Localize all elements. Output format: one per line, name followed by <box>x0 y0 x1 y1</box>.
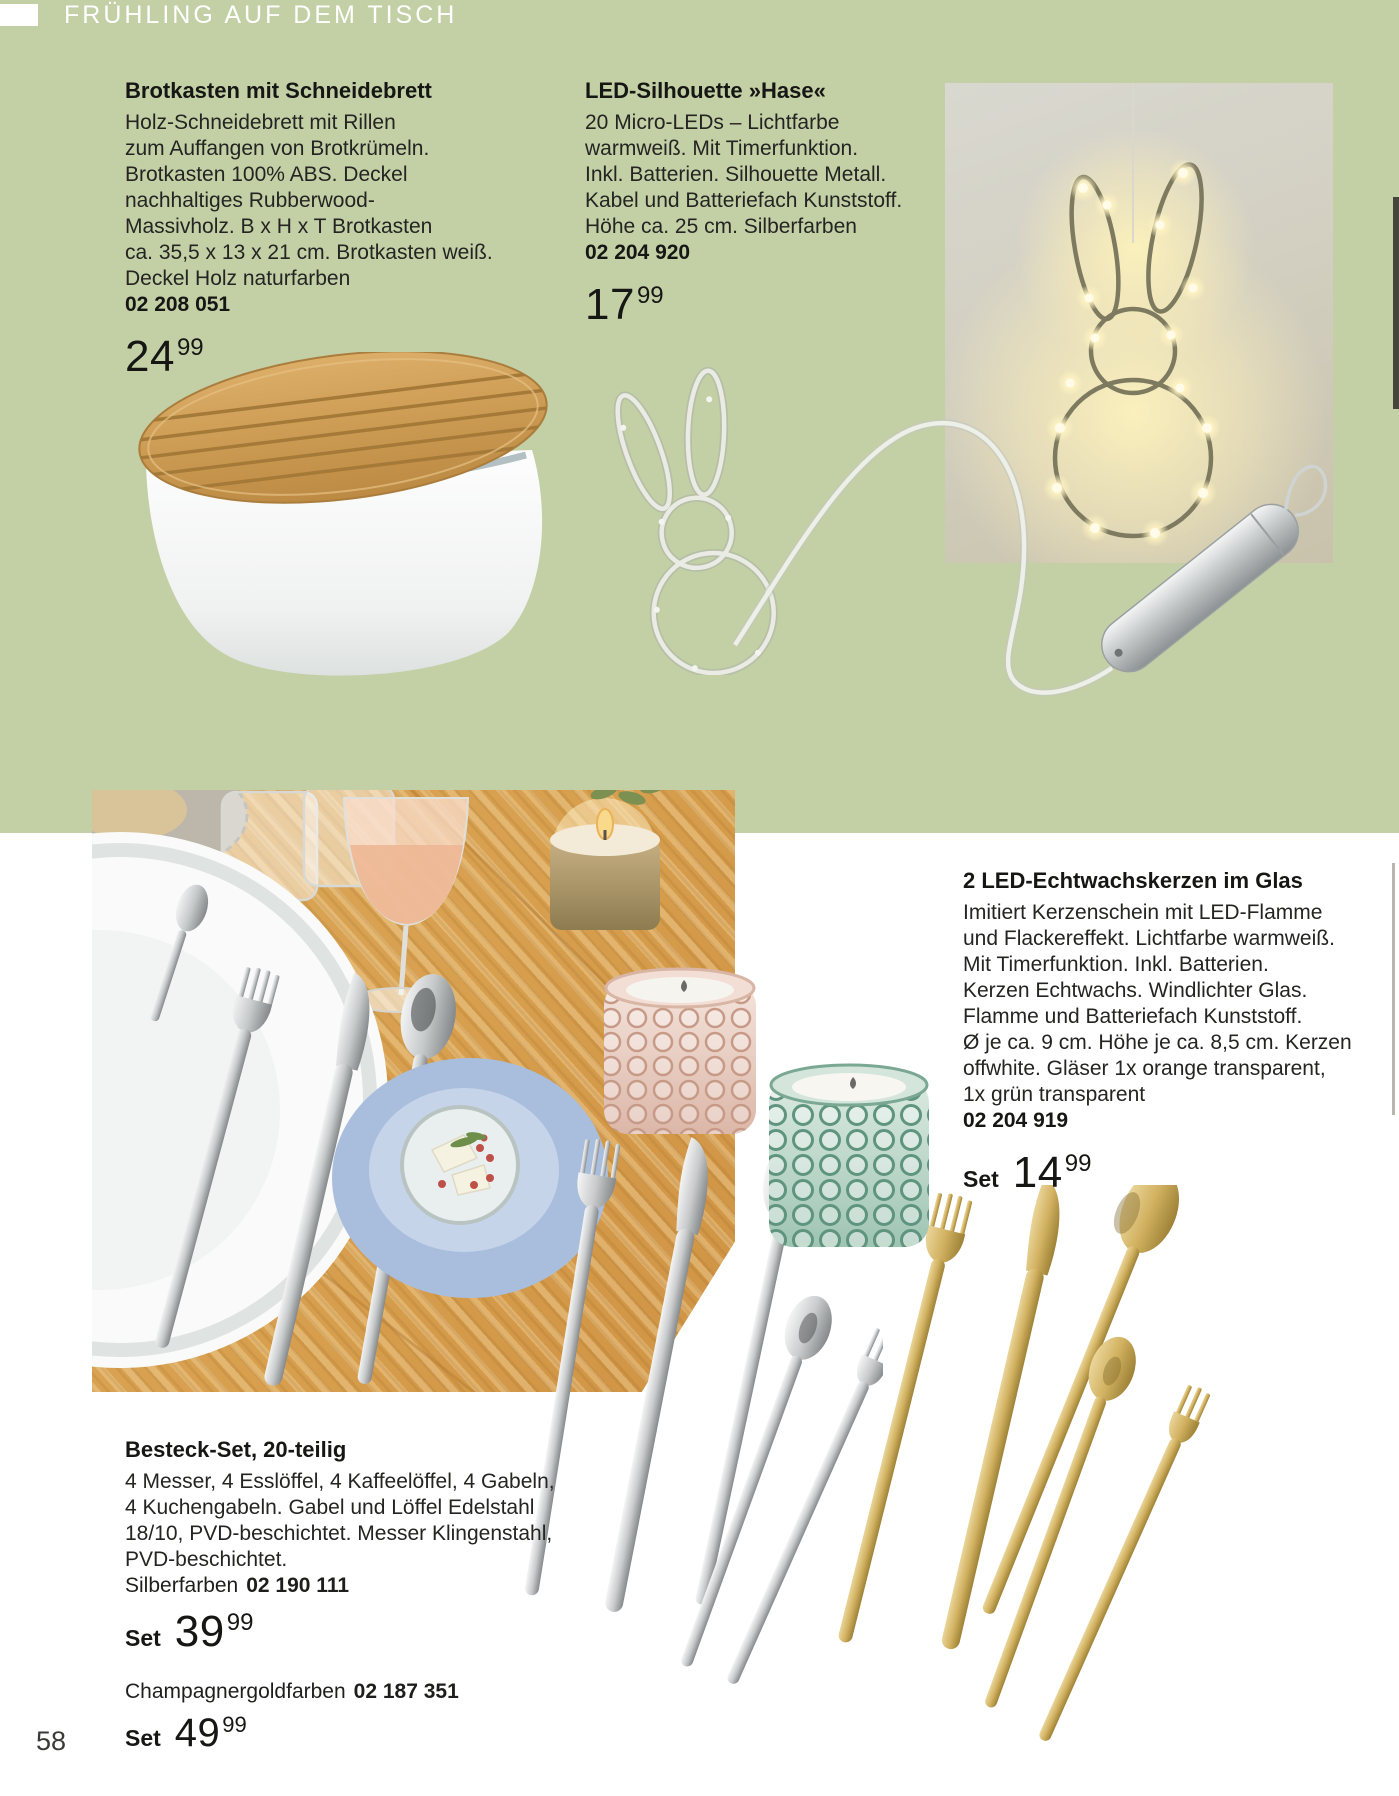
led-rabbit-wall-photo <box>945 83 1333 563</box>
variant-gold <box>125 1679 595 1705</box>
product-description <box>125 1469 595 1573</box>
description-line: Höhe ca. 25 cm. Silberfarben <box>585 215 857 238</box>
description-line: Kabel und Batteriefach Kunststoff. <box>585 189 903 212</box>
led-rabbit-glow-graphic <box>945 83 1333 563</box>
description-line: Flamme und Batteriefach Kunststoff. <box>963 1005 1303 1028</box>
description-line: Deckel Holz naturfarben <box>125 267 351 290</box>
page-title: FRÜHLING AUF DEM TISCH <box>64 1 458 29</box>
header-white-square <box>0 4 38 26</box>
product-block-besteck <box>125 1437 595 1756</box>
description-line: und Flackereffekt. Lichtfarbe warmweiß. <box>963 927 1335 950</box>
product-title: Brotkasten mit Schneidebrett <box>125 78 432 103</box>
product-block-brotkasten <box>125 78 545 382</box>
description-line: Brotkasten 100% ABS. Deckel <box>125 163 408 186</box>
description-line: warmweiß. Mit Timerfunktion. <box>585 137 859 160</box>
price-prefix: Set <box>125 1625 161 1651</box>
price <box>963 1148 1383 1198</box>
product-description <box>125 110 545 292</box>
description-line: Kerzen Echtwachs. Windlichter Glas. <box>963 979 1308 1002</box>
description-line: Mit Timerfunktion. Inkl. Batterien. <box>963 953 1269 976</box>
description-line: zum Auffangen von Brotkrümeln. <box>125 137 430 160</box>
price <box>125 332 545 382</box>
description-line: ca. 35,5 x 13 x 21 cm. Brotkasten weiß. <box>125 241 493 264</box>
price-amount: 17 <box>585 280 635 329</box>
price-cents: 99 <box>176 334 204 361</box>
price-cents: 99 <box>636 282 664 309</box>
candle-glass-green-product-image <box>763 1053 939 1261</box>
description-line: 1x grün transparent <box>963 1083 1146 1106</box>
price-cents: 99 <box>1064 1150 1092 1177</box>
price-prefix: Set <box>125 1725 161 1751</box>
page-number: 58 <box>36 1726 67 1756</box>
bread-box-product-image <box>128 352 578 712</box>
article-number: 02 204 920 <box>585 241 691 264</box>
product-description <box>963 900 1383 1108</box>
price-amount: 49 <box>174 1711 221 1755</box>
product-description <box>585 110 945 240</box>
price <box>125 1711 595 1756</box>
price-cents: 99 <box>222 1712 247 1737</box>
product-title: LED-Silhouette »Hase« <box>585 78 826 103</box>
description-line: Ø je ca. 9 cm. Höhe je ca. 8,5 cm. Kerzen <box>963 1031 1352 1054</box>
product-block-echtwachskerzen <box>963 868 1383 1198</box>
product-title: 2 LED-Echtwachskerzen im Glas <box>963 868 1303 893</box>
candle-glass-orange-product-image <box>598 958 766 1148</box>
page-edge-mark-dark <box>1393 197 1399 409</box>
description-line: 20 Micro-LEDs – Lichtfarbe <box>585 111 840 134</box>
price-amount: 14 <box>1012 1148 1063 1197</box>
description-line: PVD-beschichtet. <box>125 1548 288 1571</box>
price <box>585 280 945 330</box>
variant-silver <box>125 1573 595 1599</box>
price-amount: 24 <box>125 332 175 381</box>
description-line: Holz-Schneidebrett mit Rillen <box>125 111 396 134</box>
article-number: 02 187 351 <box>353 1680 459 1703</box>
cutlery-set-gold-product-image <box>800 1185 1265 1785</box>
article-number: 02 208 051 <box>125 293 231 316</box>
product-title: Besteck-Set, 20-teilig <box>125 1437 347 1462</box>
description-line: 18/10, PVD-beschichtet. Messer Klingenstahl, <box>125 1522 553 1545</box>
price-cents: 99 <box>226 1609 254 1636</box>
article-number: 02 204 919 <box>963 1109 1069 1132</box>
description-line: Imitiert Kerzenschein mit LED-Flamme <box>963 901 1323 924</box>
description-line: Inkl. Batterien. Silhouette Metall. <box>585 163 887 186</box>
product-block-led-silhouette <box>585 78 945 330</box>
price-prefix: Set <box>963 1166 999 1192</box>
variant-color-label: Silberfarben <box>125 1574 239 1597</box>
description-line: 4 Kuchengabeln. Gabel und Löffel Edelstahl <box>125 1496 535 1519</box>
page-edge-mark-gray <box>1392 863 1395 1115</box>
description-line: nachhaltiges Rubberwood- <box>125 189 375 212</box>
description-line: 4 Messer, 4 Esslöffel, 4 Kaffeelöffel, 4 Gabeln, <box>125 1470 555 1493</box>
variant-color-label: Champagnergoldfarben <box>125 1680 346 1703</box>
article-number: 02 190 111 <box>246 1574 350 1597</box>
price <box>125 1607 595 1657</box>
description-line: offwhite. Gläser 1x orange transparent, <box>963 1057 1326 1080</box>
wire-rabbit-product-image <box>545 365 845 675</box>
price-amount: 39 <box>174 1607 225 1656</box>
description-line: Massivholz. B x H x T Brotkasten <box>125 215 433 238</box>
